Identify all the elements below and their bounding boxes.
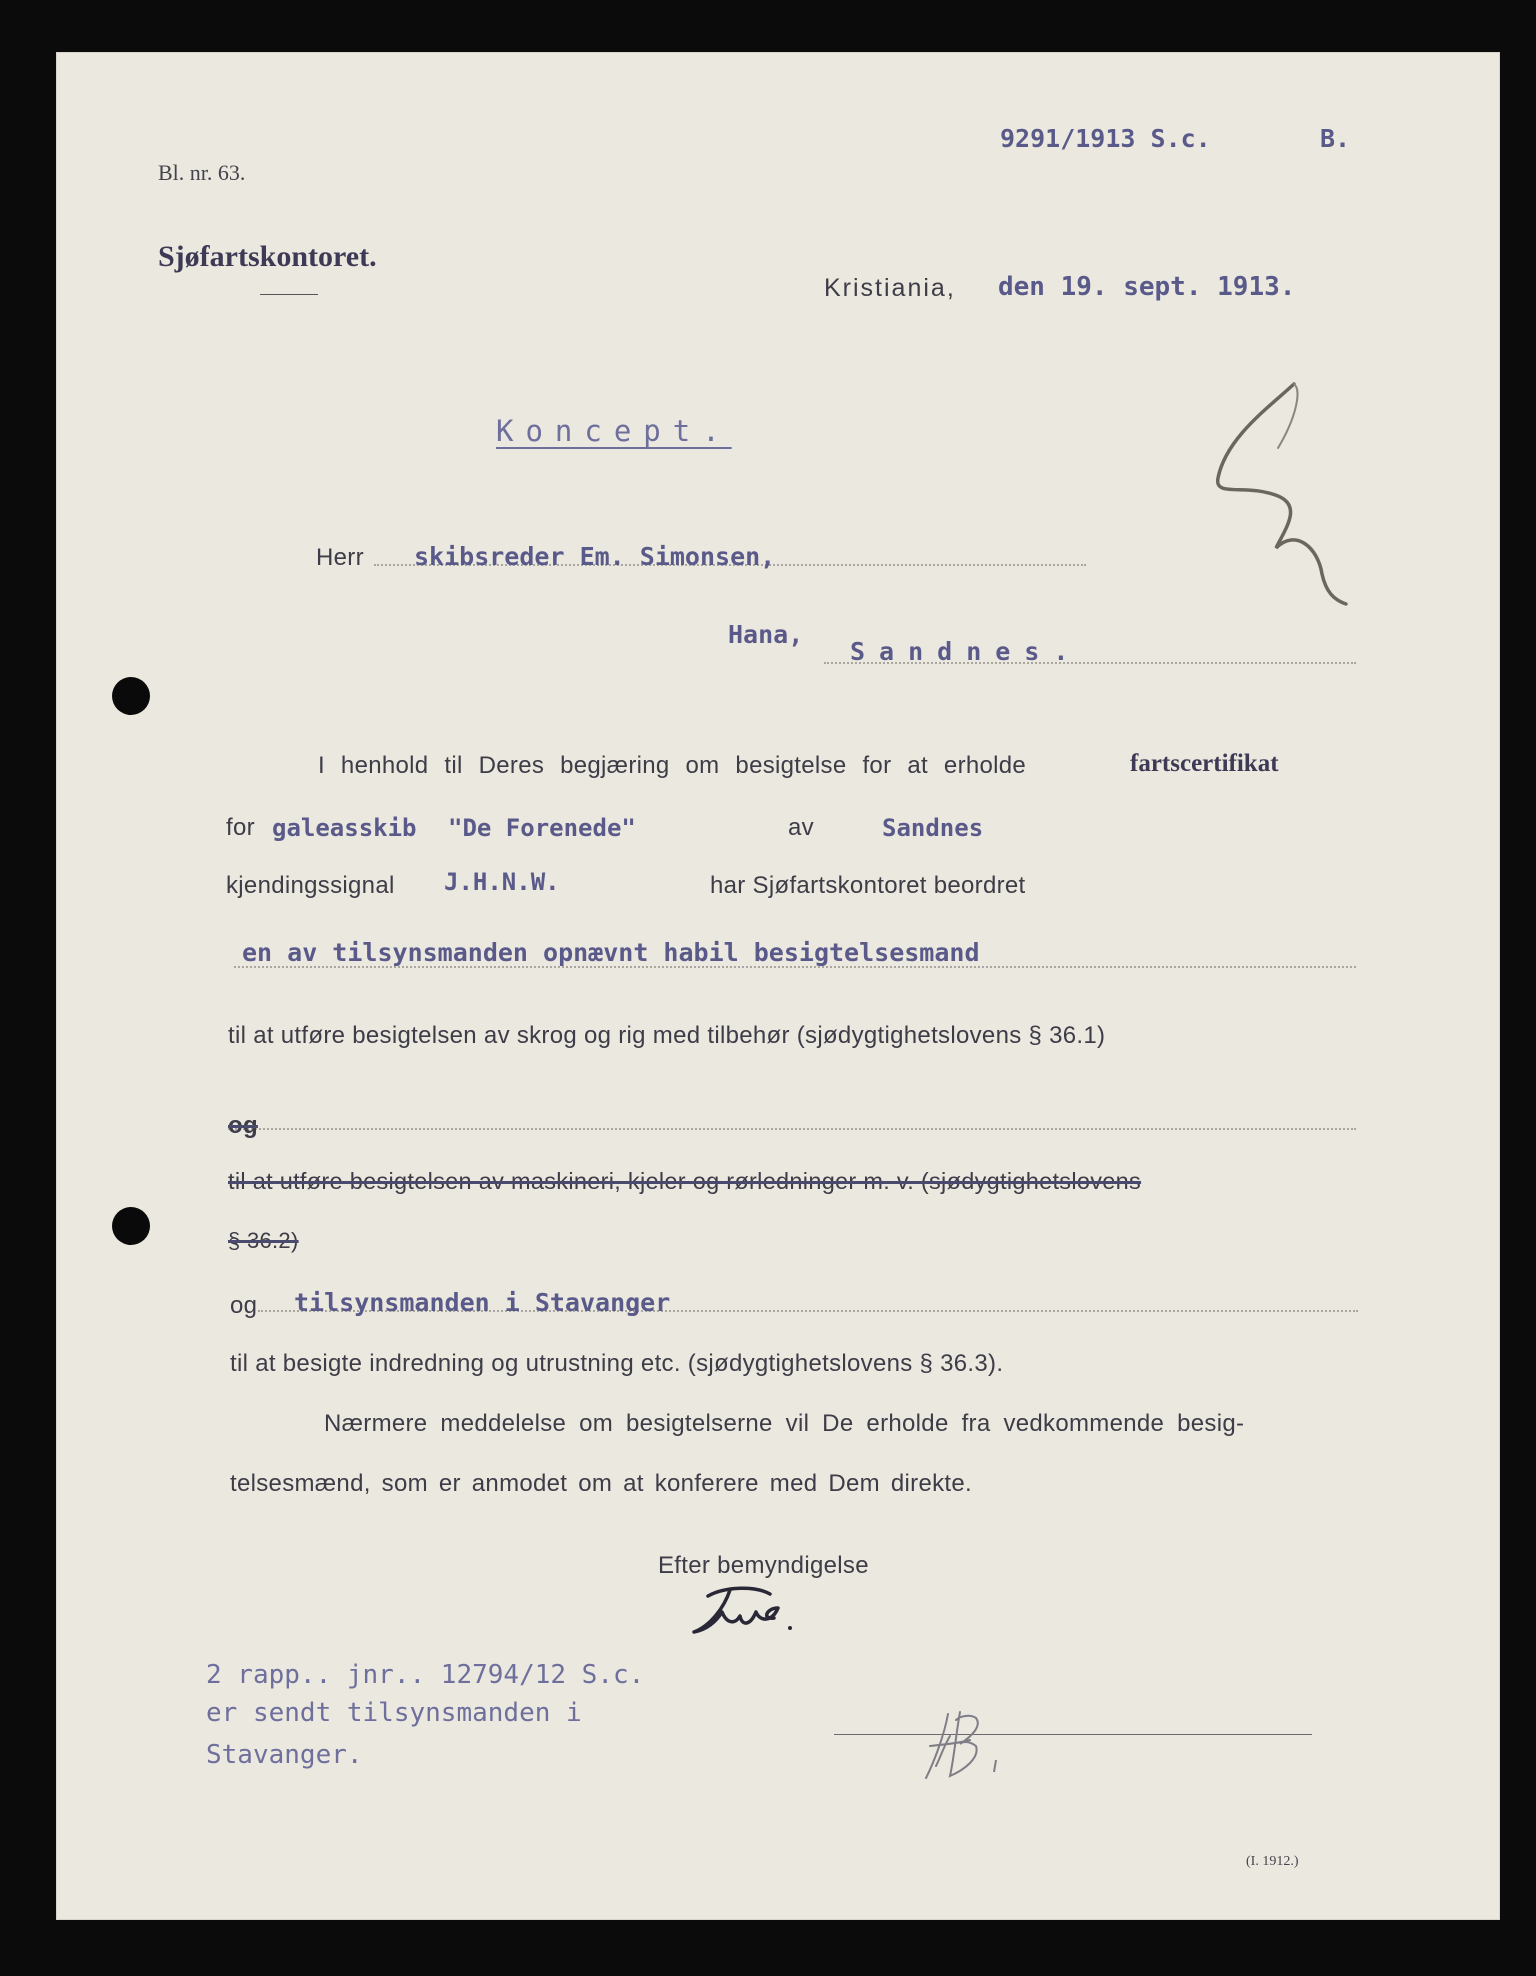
recipient-street: Hana,: [728, 620, 804, 649]
place-label: Kristiania,: [824, 274, 956, 302]
office-name: Sjøfartskontoret.: [158, 240, 377, 273]
office-underline: [260, 294, 318, 295]
dispatch-note-line-3: Stavanger.: [206, 1740, 363, 1770]
closing-line-1: Nærmere meddelelse om besigtelserne vil De erholde fra vedkommende besig-: [324, 1410, 1245, 1437]
letter-date: den 19. sept. 1913.: [998, 272, 1296, 302]
home-port: Sandnes: [882, 814, 984, 842]
recipient-town: Sandnes.: [850, 637, 1083, 666]
of-label: av: [788, 814, 814, 841]
closing-line-2: telsesmænd, som er anmodet om at konferere med Dem direkte.: [230, 1470, 972, 1497]
og-label: og: [230, 1292, 258, 1319]
reference-number: 9291/1913 S.c.: [1000, 124, 1211, 153]
ordered-text: har Sjøfartskontoret beordret: [710, 872, 1026, 899]
vessel-prefix: for: [226, 814, 255, 841]
struck-og-line: [228, 1128, 1356, 1130]
handwritten-signature: [686, 1582, 796, 1646]
dispatch-note-line-1: 2 rapp.. jnr.. 12794/12 S.c.: [206, 1660, 645, 1690]
call-sign: J.H.N.W.: [444, 868, 560, 896]
struck-og: og: [228, 1112, 258, 1139]
struck-machinery-text: til at utføre besigtelsen av maskineri, kjeler og rørledninger m. v. (sjødygtighetslovens: [228, 1168, 1142, 1194]
reference-letter: B.: [1320, 124, 1351, 153]
punch-hole-upper: [112, 677, 150, 715]
recipient-name: skibsreder Em. Simonsen,: [414, 542, 776, 571]
certificate-type: fartscertifikat: [1130, 750, 1279, 777]
authority-text: Efter bemyndigelse: [658, 1552, 869, 1579]
second-inspector: tilsynsmanden i Stavanger: [294, 1288, 671, 1317]
vessel-name: "De Forenede": [448, 814, 636, 842]
vessel-type: galeasskib: [272, 814, 417, 842]
signal-label: kjendingssignal: [226, 872, 395, 899]
document-page: [56, 52, 1500, 1920]
recipient-label: Herr: [316, 544, 364, 571]
dispatch-note-line-2: er sendt tilsynsmanden i: [206, 1698, 582, 1728]
form-number: Bl. nr. 63.: [158, 160, 246, 185]
assigned-inspector: en av tilsynsmanden opnævnt habil besigtelsesmand: [242, 938, 980, 967]
struck-section: § 36.2): [228, 1228, 299, 1253]
hull-inspection-text: til at utføre besigtelsen av skrog og rig med tilbehør (sjødygtighetslovens § 36.1): [228, 1022, 1106, 1049]
print-code: (I. 1912.): [1246, 1854, 1299, 1869]
signature-line: [834, 1734, 1312, 1735]
body-intro: I henhold til Deres begjæring om besigtelse for at erholde: [318, 752, 1027, 779]
initials-flourish-signature: [1206, 378, 1366, 608]
document-title: Koncept.: [496, 414, 732, 448]
equipment-text: til at besigte indredning og utrustning etc. (sjødygtighetslovens § 36.3).: [230, 1350, 1004, 1377]
pencil-initials: [920, 1706, 1030, 1786]
punch-hole-lower: [112, 1207, 150, 1245]
